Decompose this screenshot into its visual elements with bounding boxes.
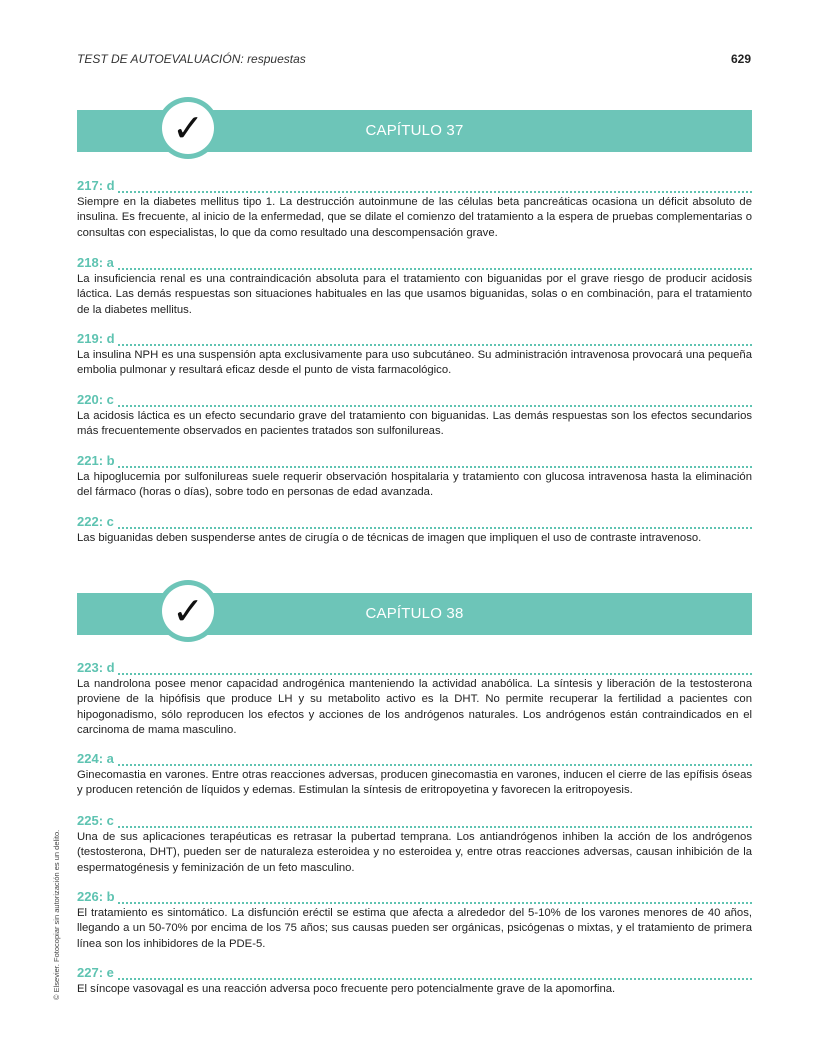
answer-224 xyxy=(77,753,752,799)
answer-text: La insuficiencia renal es una contraindicación absoluta para el tratamiento con biguanidas por el grave riesgo de producir acidosis láctica. Las demás respuestas son situaciones habituales en las que usamos biguanidas, solas o en combinación, para el tratamiento de la diabetes mellitus. xyxy=(77,273,752,316)
page-number: 629 xyxy=(730,52,751,66)
dotted-leader xyxy=(77,764,752,766)
dotted-leader xyxy=(77,527,752,529)
answer-227 xyxy=(77,967,752,997)
answer-text: Ginecomastia en varones. Entre otras reacciones adversas, producen ginecomastia en varones, inducen el cierre de las epífisis óseas y producen retención de líquidos y edemas. Estimulan la síntesis de eritropoyetina y favorecen la eritropoyesis. xyxy=(77,769,752,797)
answer-label: 225: c xyxy=(77,813,114,828)
answer-text: Las biguanidas deben suspenderse antes de cirugía o de técnicas de imagen que impliquen el uso de contraste intravenoso. xyxy=(77,532,702,544)
answer-223 xyxy=(77,662,752,738)
answer-text: La hipoglucemia por sulfonilureas suele requerir observación hospitalaria y tratamiento con glucosa intravenosa hasta la eliminación del fármaco (horas o días), sobre todo en personas de edad avanzada. xyxy=(77,471,752,499)
answer-label: 219: d xyxy=(77,331,115,346)
running-title-sub: respuestas xyxy=(247,52,306,66)
answer-text: El tratamiento es sintomático. La disfunción eréctil se estima que afecta a alrededor del 5-10% de los varones menores de 40 años, llegando a un 50-70% por encima de los 75 años; sus causas pueden ser orgánicas, psicógenas o mixtas, y el tratamiento de primera línea son los inhibidores de la PDE-5. xyxy=(77,907,752,950)
answer-text: Una de sus aplicaciones terapéuticas es retrasar la pubertad temprana. Los antiandrógenos inhiben la acción de los andrógenos (testosterona, DHT), pueden ser de naturaleza esteroidea y no esteroidea y, entre otras reacciones adversas, causan inhibición de la espermatogénesis y feminización de un feto masculino. xyxy=(77,831,752,874)
answer-text: Siempre en la diabetes mellitus tipo 1. La destrucción autoinmune de las células beta pancreáticas ocasiona un déficit absoluto de insulina. Es frecuente, al inicio de la enfermedad, que se dilate el comienzo del tratamiento a la espera de pruebas complementarias o consultas con especialistas, lo que da como resultado una descompensación grave. xyxy=(77,196,752,239)
chapter-title: CAPÍTULO 37 xyxy=(365,122,464,139)
answer-label: 227: e xyxy=(77,965,114,980)
running-title-caps: TEST DE AUTOEVALUACIÓN: xyxy=(77,52,244,66)
answer-label: 224: a xyxy=(77,751,114,766)
answer-218 xyxy=(77,257,752,318)
answer-221 xyxy=(77,455,752,501)
answer-222 xyxy=(77,516,752,546)
checkmark-icon: ✓ xyxy=(172,589,204,633)
copyright-note: © Elsevier. Fotocopiar sin autorización es un delito. xyxy=(52,829,61,1000)
answer-label: 226: b xyxy=(77,889,115,904)
answer-text: La acidosis láctica es un efecto secundario grave del tratamiento con biguanidas. Las demás respuestas son los efectos secundarios más frecuentemente observados en pacientes tratados son sulfonilureas. xyxy=(77,410,752,438)
answer-label: 218: a xyxy=(77,255,114,270)
answer-label: 220: c xyxy=(77,392,114,407)
answer-220 xyxy=(77,394,752,440)
chapter-banner-38 xyxy=(77,589,752,635)
dotted-leader xyxy=(77,673,752,675)
dotted-leader xyxy=(77,978,752,980)
answer-text: El síncope vasovagal es una reacción adversa poco frecuente pero potencialmente grave de la apomorfina. xyxy=(77,983,616,995)
dotted-leader xyxy=(77,902,752,904)
checkmark-icon: ✓ xyxy=(172,106,204,150)
running-title xyxy=(77,52,306,66)
dotted-leader xyxy=(77,826,752,828)
page-header xyxy=(77,52,751,70)
answer-219 xyxy=(77,333,752,379)
dotted-leader xyxy=(77,191,752,193)
answer-text: La insulina NPH es una suspensión apta exclusivamente para uso subcutáneo. Su administración intravenosa provocará una pequeña embolia pulmonar y resultará eficaz desde el punto de vista farmacológico. xyxy=(77,349,752,377)
answer-225 xyxy=(77,815,752,876)
chapter-banner-37 xyxy=(77,106,752,152)
answer-label: 222: c xyxy=(77,514,114,529)
answer-label: 223: d xyxy=(77,660,115,675)
chapter-title: CAPÍTULO 38 xyxy=(365,605,464,622)
answer-217 xyxy=(77,180,752,241)
answer-label: 221: b xyxy=(77,453,115,468)
dotted-leader xyxy=(77,268,752,270)
dotted-leader xyxy=(77,466,752,468)
dotted-leader xyxy=(77,405,752,407)
answer-text: La nandrolona posee menor capacidad androgénica manteniendo la actividad anabólica. La síntesis y liberación de la testosterona proviene de la hipófisis que produce LH y su metabolito activo es la DHT. No permite recuperar la fertilidad a pacientes con hipogonadismo, sólo reproducen los efectos y acciones de los andrógenos naturales. Los andrógenos están contraindicados en el carcinoma de mama masculino. xyxy=(77,678,752,736)
answer-label: 217: d xyxy=(77,178,115,193)
dotted-leader xyxy=(77,344,752,346)
answer-226 xyxy=(77,891,752,952)
